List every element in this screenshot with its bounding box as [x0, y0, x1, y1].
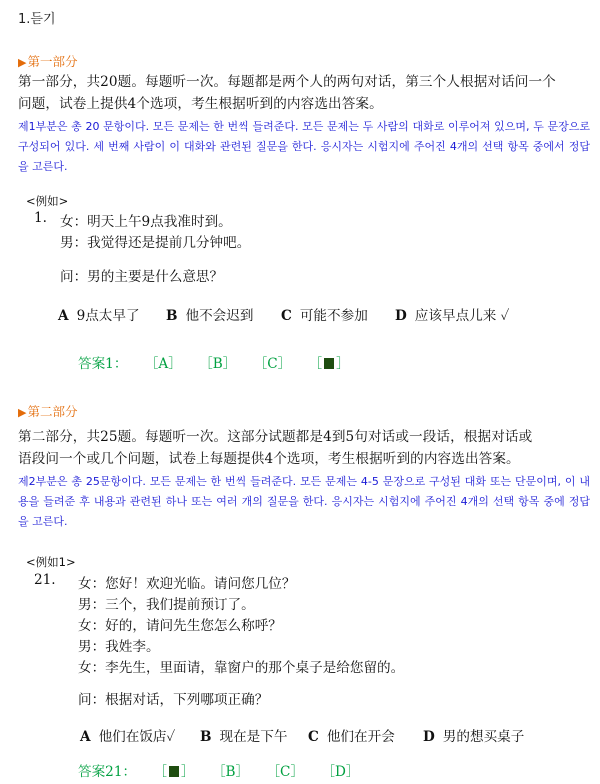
option-b: B 现在是下午 [200, 729, 288, 745]
part1-chinese-instructions [18, 71, 590, 115]
part1-cn-line-1: 第一部分，共20题。每题听一次。每题都是两个人的两句对话，第三个人根据对话问一个 [18, 74, 556, 90]
dialogue-line: 女：您好！欢迎光临。请问您几位？ [78, 576, 296, 592]
answer-line [78, 760, 359, 780]
answer-choice: ［C］ [266, 764, 305, 780]
triangle-bullet-icon: ▶ [18, 406, 27, 419]
dialogue-line: 女：李先生，里面请，靠窗户的那个桌子是给您留的。 [78, 660, 405, 676]
dialogue-line: 男：我姓李。 [78, 639, 160, 655]
answer-label: 答案21： [78, 764, 137, 780]
option-a: A 9点太早了 [58, 308, 140, 324]
part2-example-label: <例如1> [26, 555, 76, 569]
answer-choice: ［A］ [144, 356, 182, 372]
option-a: A 他们在饭店✓ [80, 729, 176, 745]
part1-cn-line-2: 问题，试卷上提供4个选项，考生根据听到的内容选出答案。 [18, 96, 383, 112]
answer-choice-selected: ［ ］ [308, 356, 350, 372]
answer-choice: ［B］ [199, 356, 237, 372]
option-c: C 可能不参加 [281, 308, 368, 324]
part2-heading-text: 第二部分 [27, 404, 78, 419]
answer-label: 答案1： [78, 356, 128, 372]
answer-choice-selected: ［ ］ [153, 764, 195, 780]
dialogue-line: 女：好的，请问先生您怎么称呼？ [78, 618, 282, 634]
dialogue-line: 女：明天上午9点我准时到。 [60, 214, 232, 230]
question-text: 问：男的主要是什么意思？ [60, 269, 224, 285]
option-d: D 男的想买桌子 [423, 729, 525, 745]
question-number: 1. [34, 210, 47, 226]
answer-options [58, 304, 578, 324]
part2-chinese-instructions [18, 426, 590, 470]
answer-choice: ［B］ [211, 764, 250, 780]
answer-options [80, 725, 580, 745]
answer-choice: ［C］ [253, 356, 292, 372]
part1-example-label: <例如> [26, 194, 69, 208]
part1-heading [18, 52, 77, 70]
dialogue-line: 男：三个，我们提前预订了。 [78, 597, 255, 613]
page-heading: 1.듣기 [18, 12, 56, 27]
filled-square-icon [324, 358, 334, 369]
filled-square-icon [169, 766, 179, 777]
question-number: 21. [34, 572, 56, 588]
part2-cn-line-1: 第二部分，共25题。每题听一次。这部分试题都是4到5句对话或一段话，根据对话或 [18, 429, 533, 445]
part2-heading [18, 402, 77, 420]
dialogue-line: 男：我觉得还是提前几分钟吧。 [60, 235, 251, 251]
part2-cn-line-2: 语段问一个或几个问题，试卷上每题提供4个选项，考生根据听到的内容选出答案。 [18, 451, 520, 467]
option-b: B 他不会迟到 [166, 308, 254, 324]
option-c: C 他们在开会 [308, 729, 395, 745]
option-d: D 应该早点儿来 ✓ [395, 308, 510, 324]
part1-heading-text: 第一部分 [27, 54, 78, 69]
part1-korean-instructions: 제1부분은 총 20 문항이다. 모든 문제는 한 번씩 들려준다. 모든 문제는 두 사람의 대화로 이루어져 있으며, 두 문장으로 구성되어 있다. 세 번째 사람이 이 대화와 관련된 질문을 한다. 응시자는 시험지에 주어진 4개의 선택 항목 중에서 정답을 고른다. [18, 120, 590, 173]
triangle-bullet-icon: ▶ [18, 56, 27, 69]
answer-line [78, 352, 350, 372]
question-text: 问：根据对话，下列哪项正确？ [78, 692, 269, 708]
answer-choice: ［D］ [321, 764, 360, 780]
part2-korean-instructions: 제2부분은 총 25문항이다. 모든 문제는 한 번씩 들려준다. 모든 문제는 4-5 문장으로 구성된 대화 또는 단문이며, 이 내용을 들려준 후 내용과 관련된 하나 또는 여러 개의 질문을 한다. 응시자는 시험지에 주어진 4개의 선택 항목 중에 정답을 고른다. [18, 475, 590, 528]
